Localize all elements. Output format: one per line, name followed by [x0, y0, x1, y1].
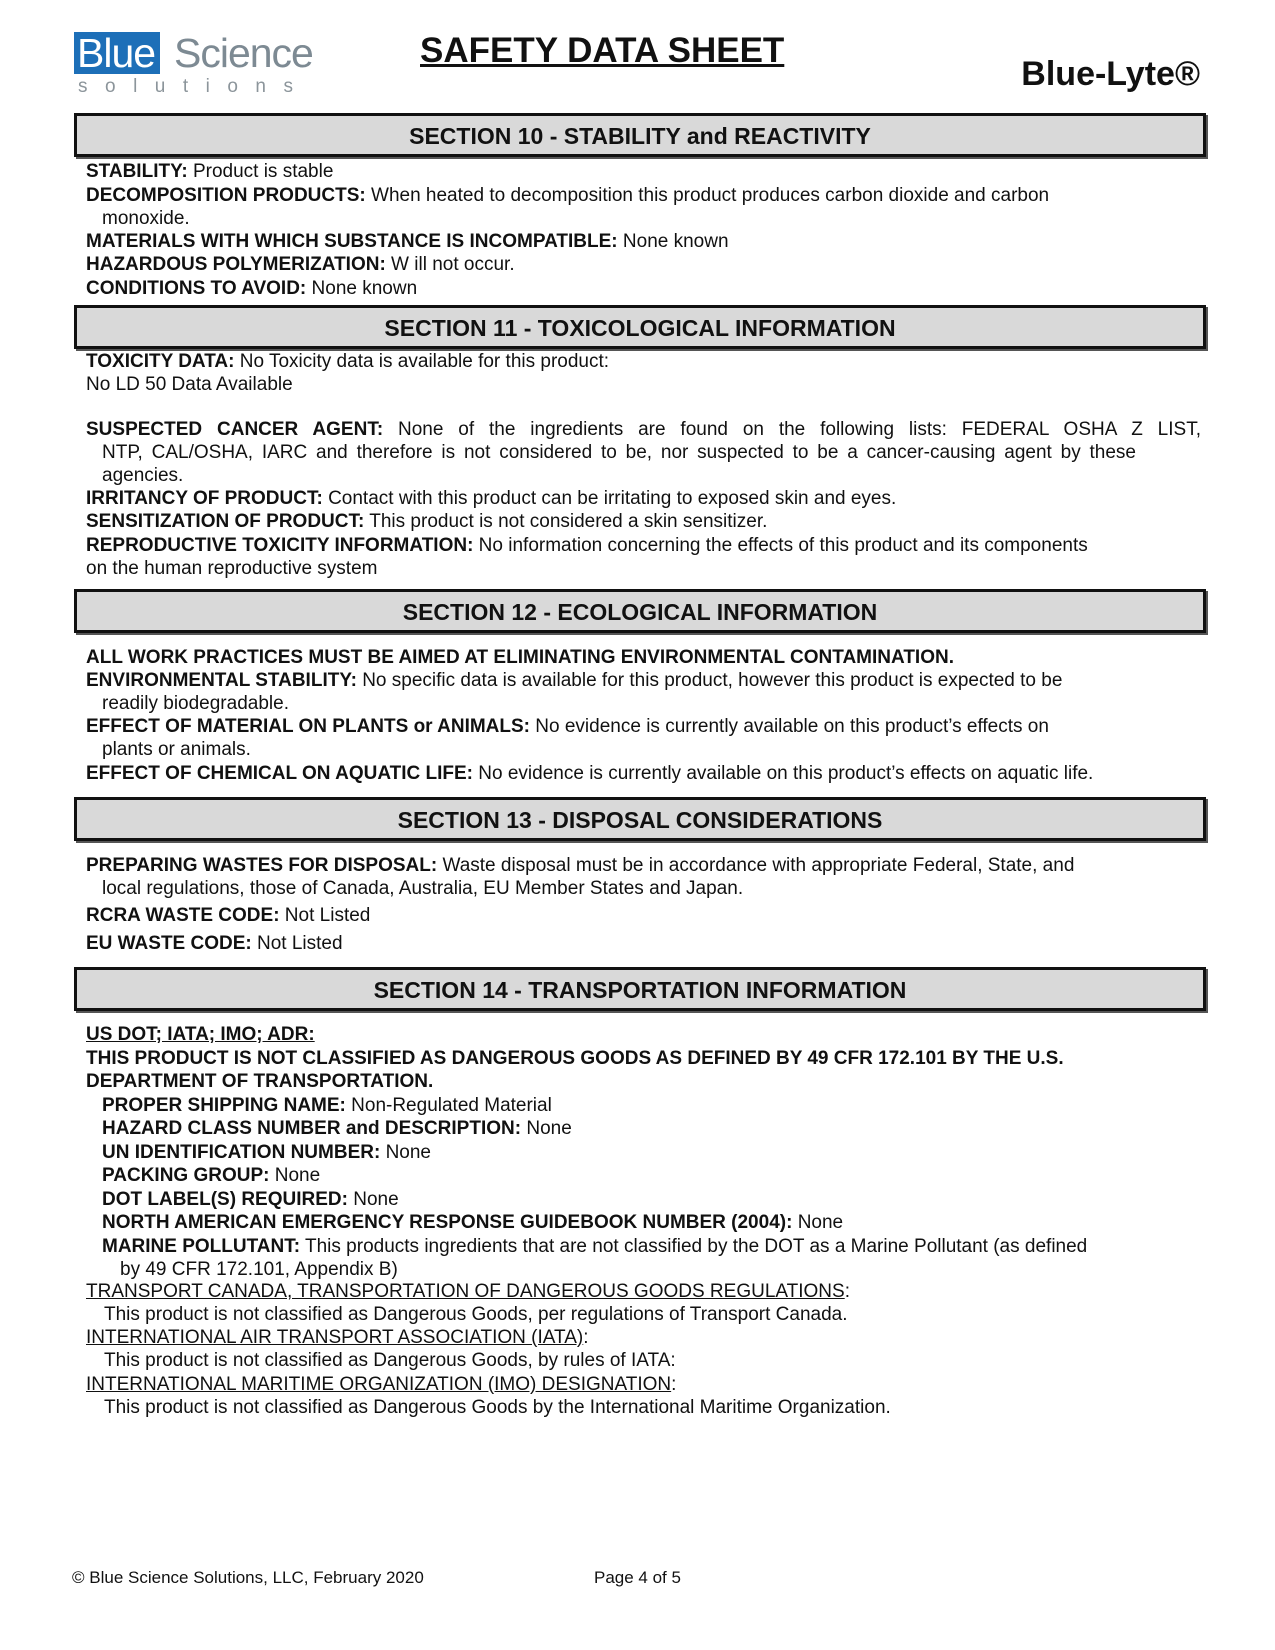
marine-pollutant-label: MARINE POLLUTANT: [102, 1236, 301, 1257]
logo-word-blue: Blue [74, 32, 160, 74]
sensitization-value: This product is not considered a skin sensitizer. [364, 511, 768, 532]
ld50-line: No LD 50 Data Available [86, 374, 293, 395]
decomposition-value: When heated to decomposition this product produces carbon dioxide and carbon [365, 185, 1050, 206]
eu-waste-label: EU WASTE CODE: [86, 933, 252, 954]
env-stability-value: No specific data is available for this product, however this product is expected to be [356, 670, 1063, 691]
marine-pollutant-value: This products ingredients that are not classified by the DOT as a Marine Pollutant (as defined [300, 1236, 1088, 1257]
erg-label: NORTH AMERICAN EMERGENCY RESPONSE GUIDEBOOK NUMBER (2004): [102, 1212, 793, 1233]
conditions-line [86, 277, 1201, 301]
incompatible-label: MATERIALS WITH WHICH SUBSTANCE IS INCOMPATIBLE: [86, 231, 618, 252]
decomposition-line [86, 184, 1201, 208]
erg-line [102, 1211, 1217, 1235]
iata-heading: INTERNATIONAL AIR TRANSPORT ASSOCIATION (IATA) [86, 1327, 584, 1348]
aquatic-label: EFFECT OF CHEMICAL ON AQUATIC LIFE: [86, 763, 474, 784]
cancer-value: None of the ingredients are found on the following lists: FEDERAL OSHA Z LIST, [383, 419, 1201, 440]
reproductive-value: No information concerning the effects of this product and its components [473, 535, 1088, 556]
section-11-header: SECTION 11 - TOXICOLOGICAL INFORMATION [74, 305, 1206, 349]
product-name: Blue-Lyte® [1021, 55, 1200, 93]
sensitization-line [86, 510, 1201, 534]
transport-canada-heading: TRANSPORT CANADA, TRANSPORTATION OF DANGEROUS GOODS REGULATIONS [86, 1281, 845, 1302]
preparing-wastes-label: PREPARING WASTES FOR DISPOSAL: [86, 855, 438, 876]
logo-word-science: Science [174, 30, 313, 76]
marine-pollutant-line [102, 1235, 1217, 1259]
hazard-class-label: HAZARD CLASS NUMBER and DESCRIPTION: [102, 1118, 522, 1139]
conditions-value: None known [306, 278, 418, 299]
toxicity-line [86, 350, 1201, 374]
dot-label-label: DOT LABEL(S) REQUIRED: [102, 1189, 348, 1210]
transport-canada-colon: : [844, 1281, 850, 1302]
imo-text: This product is not classified as Dangerous Goods by the International Maritime Organization. [104, 1397, 891, 1418]
incompatible-line [86, 230, 1201, 254]
cancer-continuation-2: agencies. [102, 465, 184, 486]
cancer-line [86, 418, 1201, 442]
reproductive-label: REPRODUCTIVE TOXICITY INFORMATION: [86, 535, 474, 556]
aquatic-value: No evidence is currently available on this product’s effects on aquatic life. [473, 763, 1094, 784]
footer-copyright: © Blue Science Solutions, LLC, February 2020 [72, 1568, 424, 1587]
sensitization-label: SENSITIZATION OF PRODUCT: [86, 511, 365, 532]
polymerization-line [86, 253, 1201, 277]
imo-heading-line [86, 1373, 1201, 1397]
irritancy-line [86, 487, 1201, 511]
preparing-wastes-value: Waste disposal must be in accordance with appropriate Federal, State, and [437, 855, 1075, 876]
polymerization-label: HAZARDOUS POLYMERIZATION: [86, 254, 386, 275]
stability-label: STABILITY: [86, 161, 188, 182]
document-title: SAFETY DATA SHEET [420, 31, 785, 70]
packing-group-line [102, 1164, 1217, 1188]
iata-colon: : [583, 1327, 589, 1348]
preparing-wastes-line [86, 854, 1201, 878]
section-14-header: SECTION 14 - TRANSPORTATION INFORMATION [74, 967, 1206, 1011]
cancer-label: SUSPECTED CANCER AGENT: [86, 419, 384, 440]
shipping-name-label: PROPER SHIPPING NAME: [102, 1095, 346, 1116]
company-logo [74, 32, 334, 96]
shipping-name-line [102, 1094, 1217, 1118]
toxicity-value: No Toxicity data is available for this product: [234, 351, 610, 372]
plants-animals-line [86, 715, 1201, 739]
hazard-class-line [102, 1117, 1217, 1141]
iata-text: This product is not classified as Dangerous Goods, by rules of IATA: [104, 1350, 676, 1371]
rcra-line [86, 904, 1201, 928]
stability-line [86, 160, 1201, 184]
rcra-value: Not Listed [279, 905, 371, 926]
incompatible-value: None known [617, 231, 729, 252]
imo-colon: : [671, 1374, 677, 1395]
logo-word-solutions: solutions [78, 76, 311, 97]
plants-animals-value: No evidence is currently available on this product’s effects on [530, 716, 1049, 737]
decomposition-label: DECOMPOSITION PRODUCTS: [86, 185, 366, 206]
all-work-practices: ALL WORK PRACTICES MUST BE AIMED AT ELIMINATING ENVIRONMENTAL CONTAMINATION. [86, 647, 954, 668]
packing-group-label: PACKING GROUP: [102, 1165, 270, 1186]
un-number-value: None [380, 1142, 431, 1163]
shipping-name-value: Non-Regulated Material [345, 1095, 552, 1116]
imo-heading: INTERNATIONAL MARITIME ORGANIZATION (IMO) DESIGNATION [86, 1374, 672, 1395]
env-stability-continuation: readily biodegradable. [102, 693, 289, 714]
cancer-continuation-1: NTP, CAL/OSHA, IARC and therefore is not considered to be, nor suspected to be a cancer-causing agent by these [102, 442, 1136, 463]
eu-waste-line [86, 932, 1201, 956]
iata-heading-line [86, 1326, 1201, 1350]
marine-pollutant-continuation: by 49 CFR 172.101, Appendix B) [120, 1259, 398, 1280]
irritancy-value: Contact with this product can be irritating to exposed skin and eyes. [322, 488, 897, 509]
reproductive-continuation: on the human reproductive system [86, 558, 378, 579]
conditions-label: CONDITIONS TO AVOID: [86, 278, 307, 299]
reproductive-line [86, 534, 1201, 558]
hazard-class-value: None [521, 1118, 572, 1139]
rcra-label: RCRA WASTE CODE: [86, 905, 280, 926]
section-10-header: SECTION 10 - STABILITY and REACTIVITY [74, 113, 1206, 157]
un-number-label: UN IDENTIFICATION NUMBER: [102, 1142, 381, 1163]
aquatic-line [86, 762, 1201, 786]
toxicity-label: TOXICITY DATA: [86, 351, 235, 372]
preparing-wastes-continuation: local regulations, those of Canada, Australia, EU Member States and Japan. [102, 878, 744, 899]
polymerization-value: W ill not occur. [385, 254, 515, 275]
footer-page-number: Page 4 of 5 [594, 1568, 681, 1587]
plants-animals-continuation: plants or animals. [102, 739, 251, 760]
not-classified-line-1: THIS PRODUCT IS NOT CLASSIFIED AS DANGEROUS GOODS AS DEFINED BY 49 CFR 172.101 BY THE U.S. [86, 1048, 1064, 1069]
env-stability-label: ENVIRONMENTAL STABILITY: [86, 670, 357, 691]
section-12-header: SECTION 12 - ECOLOGICAL INFORMATION [74, 589, 1206, 633]
decomposition-continuation: monoxide. [102, 208, 190, 229]
not-classified-line-2: DEPARTMENT OF TRANSPORTATION. [86, 1071, 434, 1092]
packing-group-value: None [269, 1165, 321, 1186]
dot-label-value: None [347, 1189, 399, 1210]
un-number-line [102, 1141, 1217, 1165]
erg-value: None [792, 1212, 844, 1233]
transport-canada-heading-line [86, 1280, 1201, 1304]
transport-canada-text: This product is not classified as Dangerous Goods, per regulations of Transport Canada. [104, 1304, 848, 1325]
env-stability-line [86, 669, 1201, 693]
eu-waste-value: Not Listed [251, 933, 343, 954]
stability-value: Product is stable [187, 161, 334, 182]
transport-modes: US DOT; IATA; IMO; ADR: [86, 1024, 315, 1045]
dot-label-line [102, 1188, 1217, 1212]
irritancy-label: IRRITANCY OF PRODUCT: [86, 488, 323, 509]
plants-animals-label: EFFECT OF MATERIAL ON PLANTS or ANIMALS: [86, 716, 531, 737]
section-13-header: SECTION 13 - DISPOSAL CONSIDERATIONS [74, 797, 1206, 841]
